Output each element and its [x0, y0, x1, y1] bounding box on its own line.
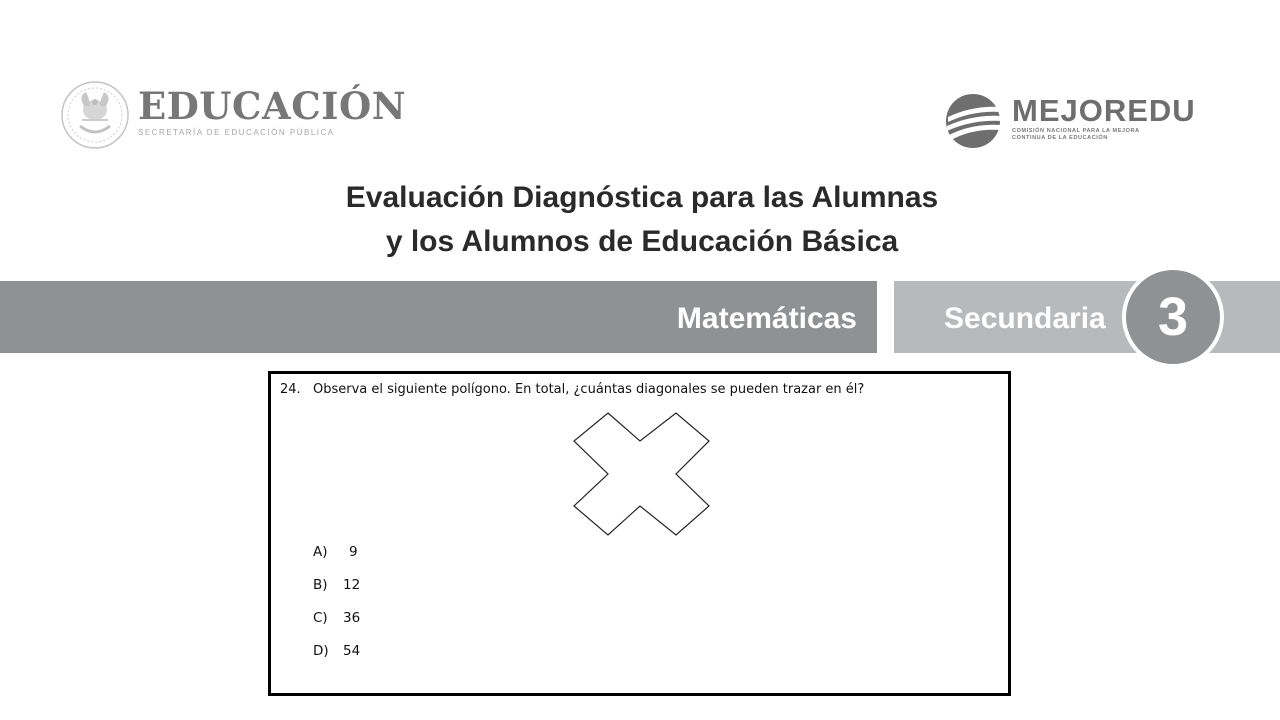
educacion-logo: [138, 86, 406, 137]
document-title-line1: Evaluación Diagnóstica para las Alumnas: [345, 181, 939, 214]
option-d-value: 54: [343, 643, 361, 659]
document-title-line2: y los Alumnos de Educación Básica: [385, 225, 899, 258]
mejoredu-logo: [1012, 94, 1202, 142]
option-d-label: D): [313, 643, 329, 659]
level-label: Secundaria: [944, 302, 1106, 335]
question-box: [268, 371, 1011, 696]
cross-polygon-icon: [572, 412, 712, 536]
option-b-label: B): [313, 577, 328, 593]
subject-band: [0, 281, 877, 353]
option-a-label: A): [313, 544, 328, 560]
option-d[interactable]: [313, 643, 360, 659]
educacion-logo-title: EDUCACIÓN: [138, 84, 407, 128]
grade-badge: 3: [1122, 266, 1224, 368]
subject-label: Matemáticas: [676, 302, 857, 335]
mejoredu-logo-subtitle-1: COMISIÓN NACIONAL PARA LA MEJORA: [1012, 128, 1140, 134]
question-number: 24.: [280, 382, 301, 397]
option-b-value: 12: [343, 577, 361, 593]
option-a-value: 9: [349, 544, 358, 560]
mejoredu-logo-title: MEJOREDU: [1012, 93, 1196, 128]
option-c[interactable]: [313, 610, 360, 626]
mexico-coat-of-arms-icon: [60, 80, 130, 150]
mejoredu-logo-subtitle-2: CONTINUA DE LA EDUCACIÓN: [1012, 135, 1108, 141]
option-b[interactable]: [313, 577, 360, 593]
option-c-value: 36: [343, 610, 361, 626]
educacion-logo-subtitle: SECRETARÍA DE EDUCACIÓN PÚBLICA: [138, 128, 335, 137]
document-title: [0, 176, 1280, 264]
option-c-label: C): [313, 610, 328, 626]
question-text: Observa el siguiente polígono. En total, ¿cuántas diagonales se pueden trazar en él?: [313, 382, 865, 397]
option-a[interactable]: [313, 544, 358, 560]
mejoredu-mark-icon: [945, 93, 1005, 149]
